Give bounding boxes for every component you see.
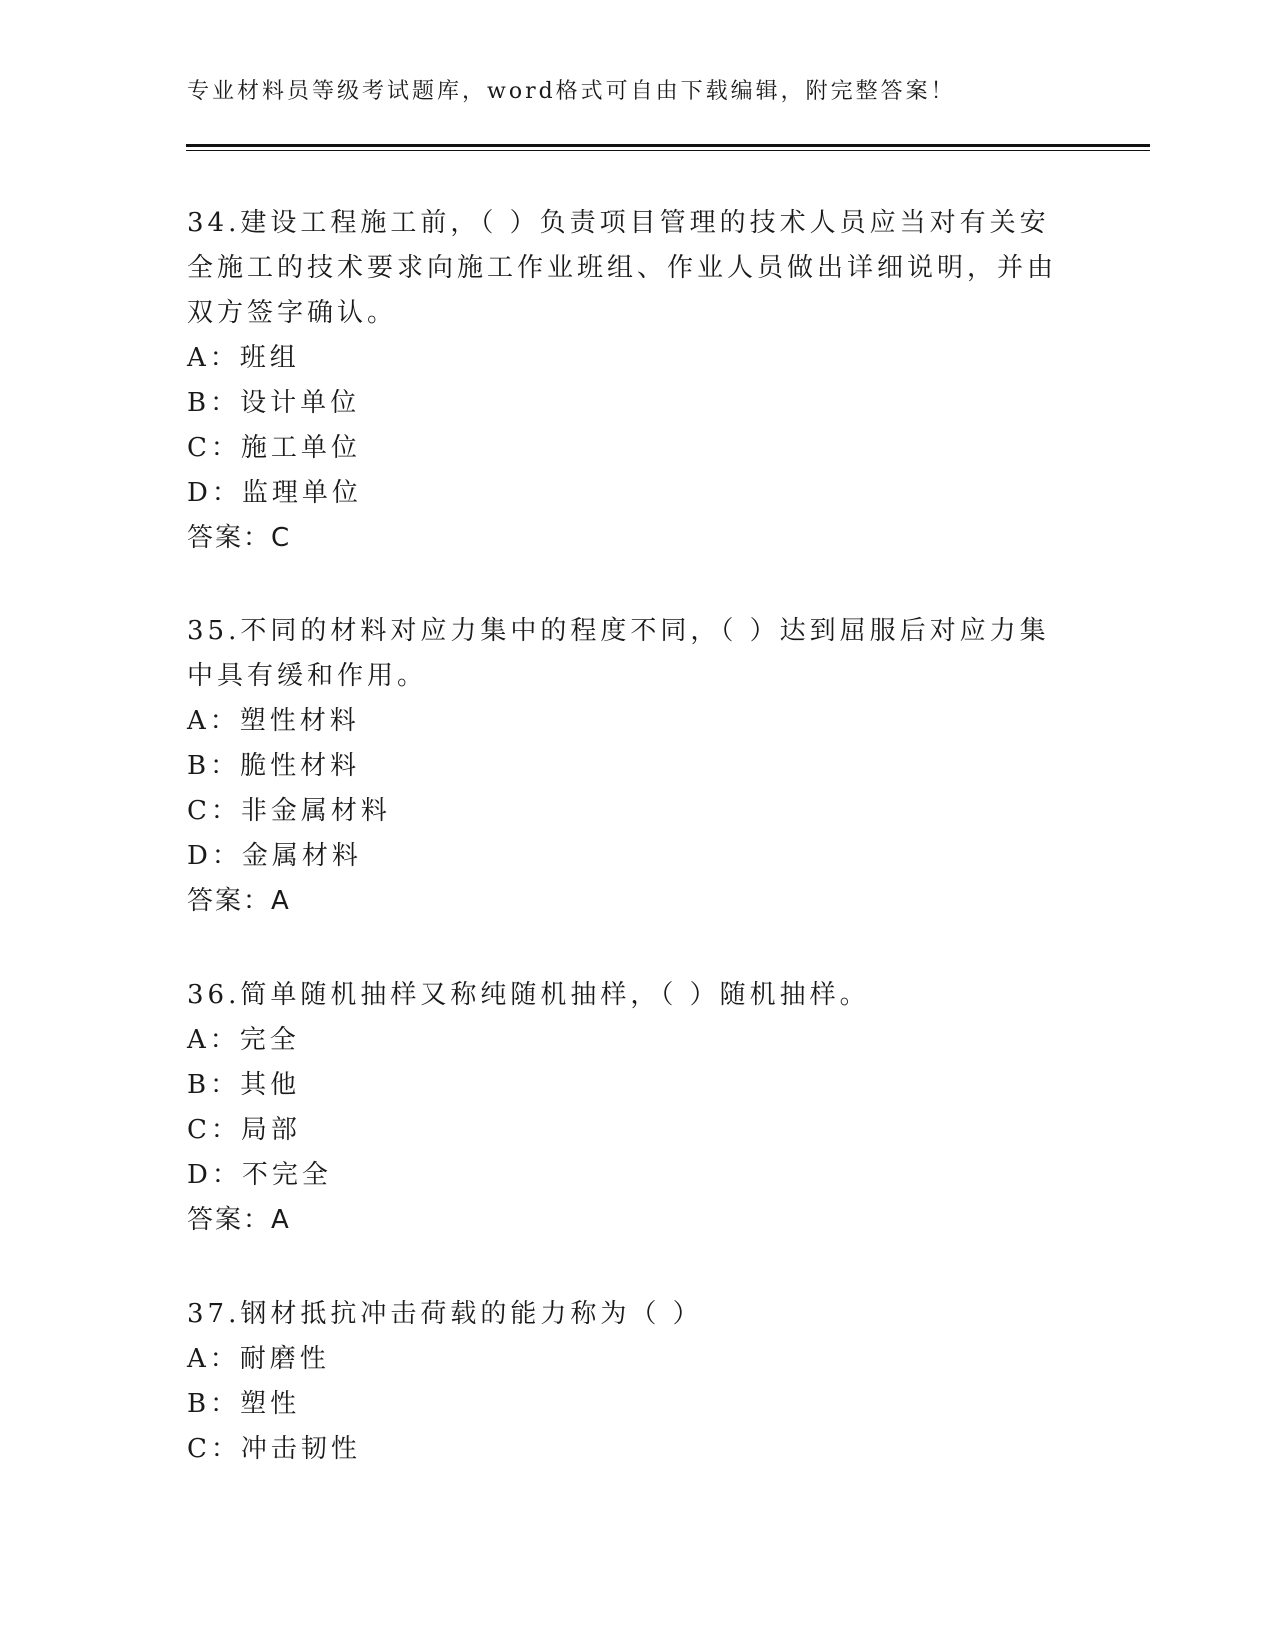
option-a: A：塑性材料 [187,706,360,736]
option-c: C：非金属材料 [187,796,391,826]
option-d: D：金属材料 [187,841,362,871]
question-37 [187,1292,1067,1472]
option-b: B：设计单位 [187,388,361,418]
option-a: A：班组 [187,343,300,373]
option-b: B：脆性材料 [187,751,361,781]
question-34 [187,201,1067,561]
question-35 [187,609,1067,924]
question-stem: 35.不同的材料对应力集中的程度不同，（ ）达到屈服后对应力集中具有缓和作用。 [187,616,1050,691]
header-rule-thick [186,144,1150,147]
question-stem: 37.钢材抵抗冲击荷载的能力称为（ ） [187,1299,703,1329]
option-c: C：冲击韧性 [187,1434,361,1464]
question-36 [187,973,1067,1243]
question-stem: 34.建设工程施工前，（ ）负责项目管理的技术人员应当对有关安全施工的技术要求向施工作业班组、作业人员做出详细说明，并由双方签字确认。 [187,208,1058,328]
answer: 答案：C [187,523,292,553]
option-c: C：局部 [187,1115,301,1145]
header-text: 专业材料员等级考试题库，word格式可自由下载编辑，附完整答案！ [187,79,956,104]
option-d: D：监理单位 [187,478,362,508]
option-b: B：其他 [187,1070,301,1100]
header-rule-thin [186,150,1150,151]
option-c: C：施工单位 [187,433,361,463]
option-d: D：不完全 [187,1160,332,1190]
answer: 答案：A [187,1205,291,1235]
option-b: B：塑性 [187,1389,301,1419]
question-stem: 36.简单随机抽样又称纯随机抽样，（ ）随机抽样。 [187,980,870,1010]
answer: 答案：A [187,886,291,916]
option-a: A：完全 [187,1025,300,1055]
option-a: A：耐磨性 [187,1344,330,1374]
